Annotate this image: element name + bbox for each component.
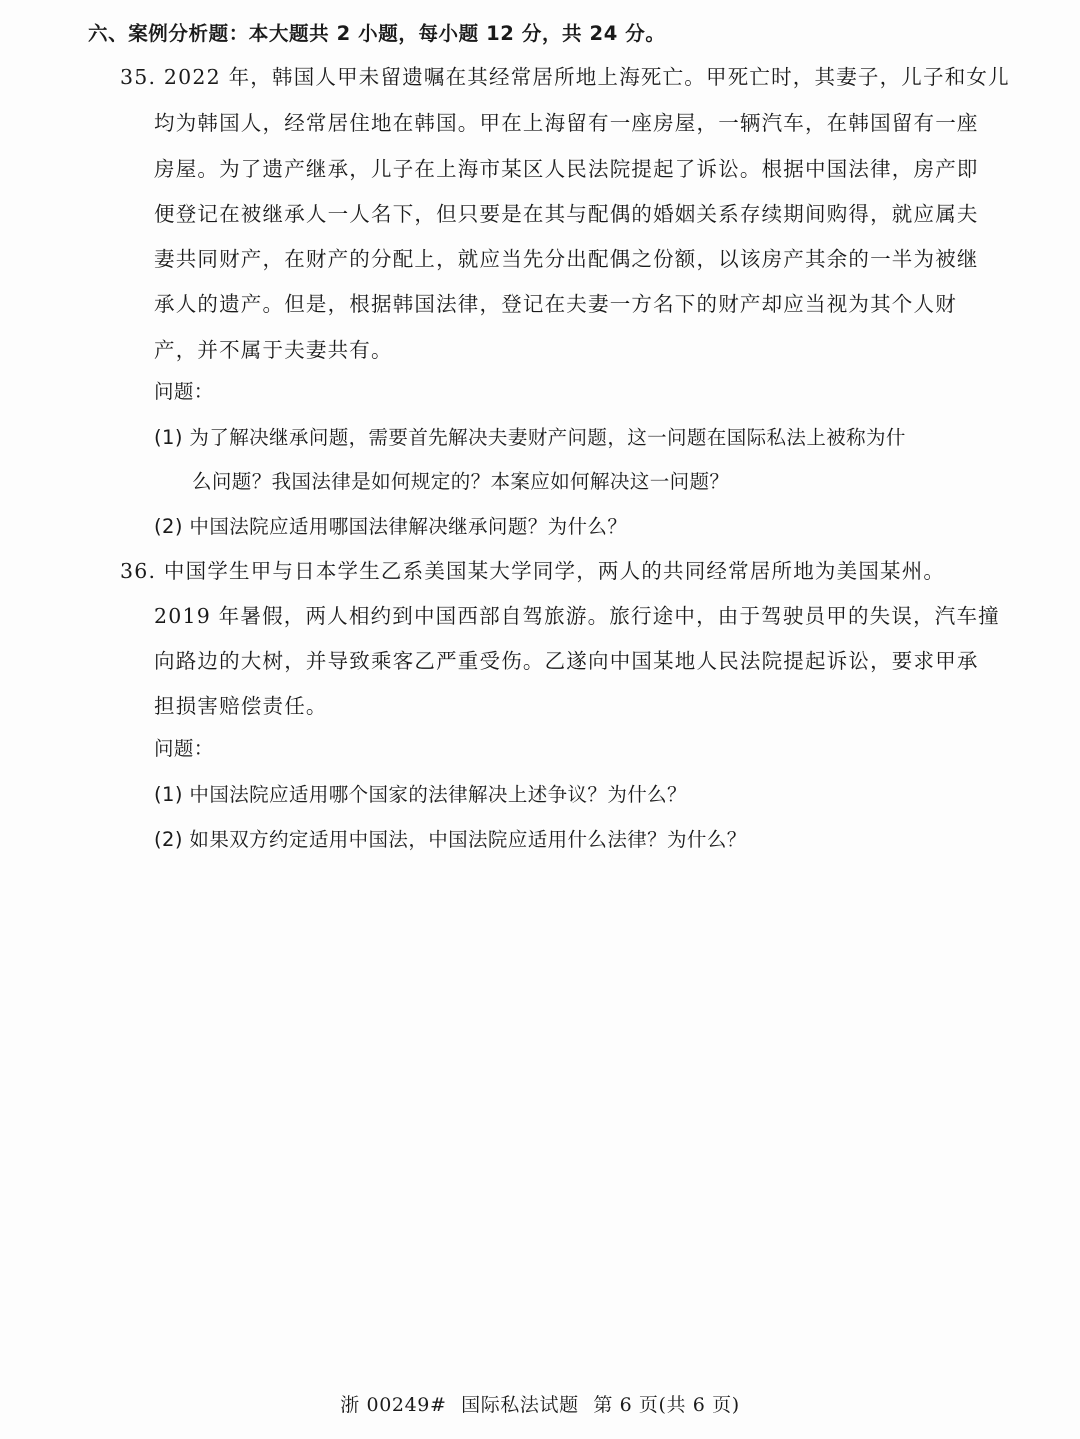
question-text-line: 房屋。为了遗产继承，儿子在上海市某区人民法院提起了诉讼。根据中国法律，房产即	[154, 157, 979, 181]
sub-question-1: (1) 中国法院应适用哪个国家的法律解决上述争议？为什么？	[154, 783, 687, 806]
sub-question-1-continued: 么问题？我国法律是如何规定的？本案应如何解决这一问题？	[192, 470, 730, 493]
page-number: 第 6 页(共 6 页)	[593, 1394, 740, 1416]
question-text-line: 产，并不属于夫妻共有。	[154, 338, 393, 362]
question-text-line: 担损害赔偿责任。	[154, 694, 328, 718]
question-text-line: 2019 年暑假，两人相约到中国西部自驾旅游。旅行途中，由于驾驶员甲的失误，汽车撞	[154, 604, 1000, 628]
sub-question-2: (2) 中国法院应适用哪国法律解决继承问题？为什么？	[154, 515, 628, 538]
exam-code: 浙 00249#	[340, 1394, 447, 1416]
question-text-line: 35. 2022 年，韩国人甲未留遗嘱在其经常居所地上海死亡。甲死亡时，其妻子，儿子和女儿	[120, 65, 1010, 89]
questions-label: 问题：	[154, 737, 214, 760]
section-heading: 六、案例分析题：本大题共 2 小题，每小题 12 分，共 24 分。	[88, 22, 666, 45]
question-text-line: 向路边的大树，并导致乘客乙严重受伤。乙遂向中国某地人民法院提起诉讼，要求甲承	[154, 649, 979, 673]
question-text-line: 妻共同财产，在财产的分配上，就应当先分出配偶之份额，以该房产其余的一半为被继	[154, 247, 979, 271]
sub-question-2: (2) 如果双方约定适用中国法，中国法院应适用什么法律？为什么？	[154, 828, 747, 851]
questions-label: 问题：	[154, 380, 214, 403]
question-text-line: 便登记在被继承人一人名下，但只要是在其与配偶的婚姻关系存续期间购得，就应属夫	[154, 202, 979, 226]
question-text-line: 承人的遗产。但是，根据韩国法律，登记在夫妻一方名下的财产却应当视为其个人财	[154, 292, 957, 316]
question-text-line: 均为韩国人，经常居住地在韩国。甲在上海留有一座房屋，一辆汽车，在韩国留有一座	[154, 111, 979, 135]
exam-subject: 国际私法试题	[461, 1394, 579, 1416]
page-footer	[0, 1392, 1080, 1418]
sub-question-1: (1) 为了解决继承问题，需要首先解决夫妻财产问题，这一问题在国际私法上被称为什	[154, 426, 906, 449]
question-text-line: 36. 中国学生甲与日本学生乙系美国某大学同学，两人的共同经常居所地为美国某州。	[120, 559, 946, 583]
